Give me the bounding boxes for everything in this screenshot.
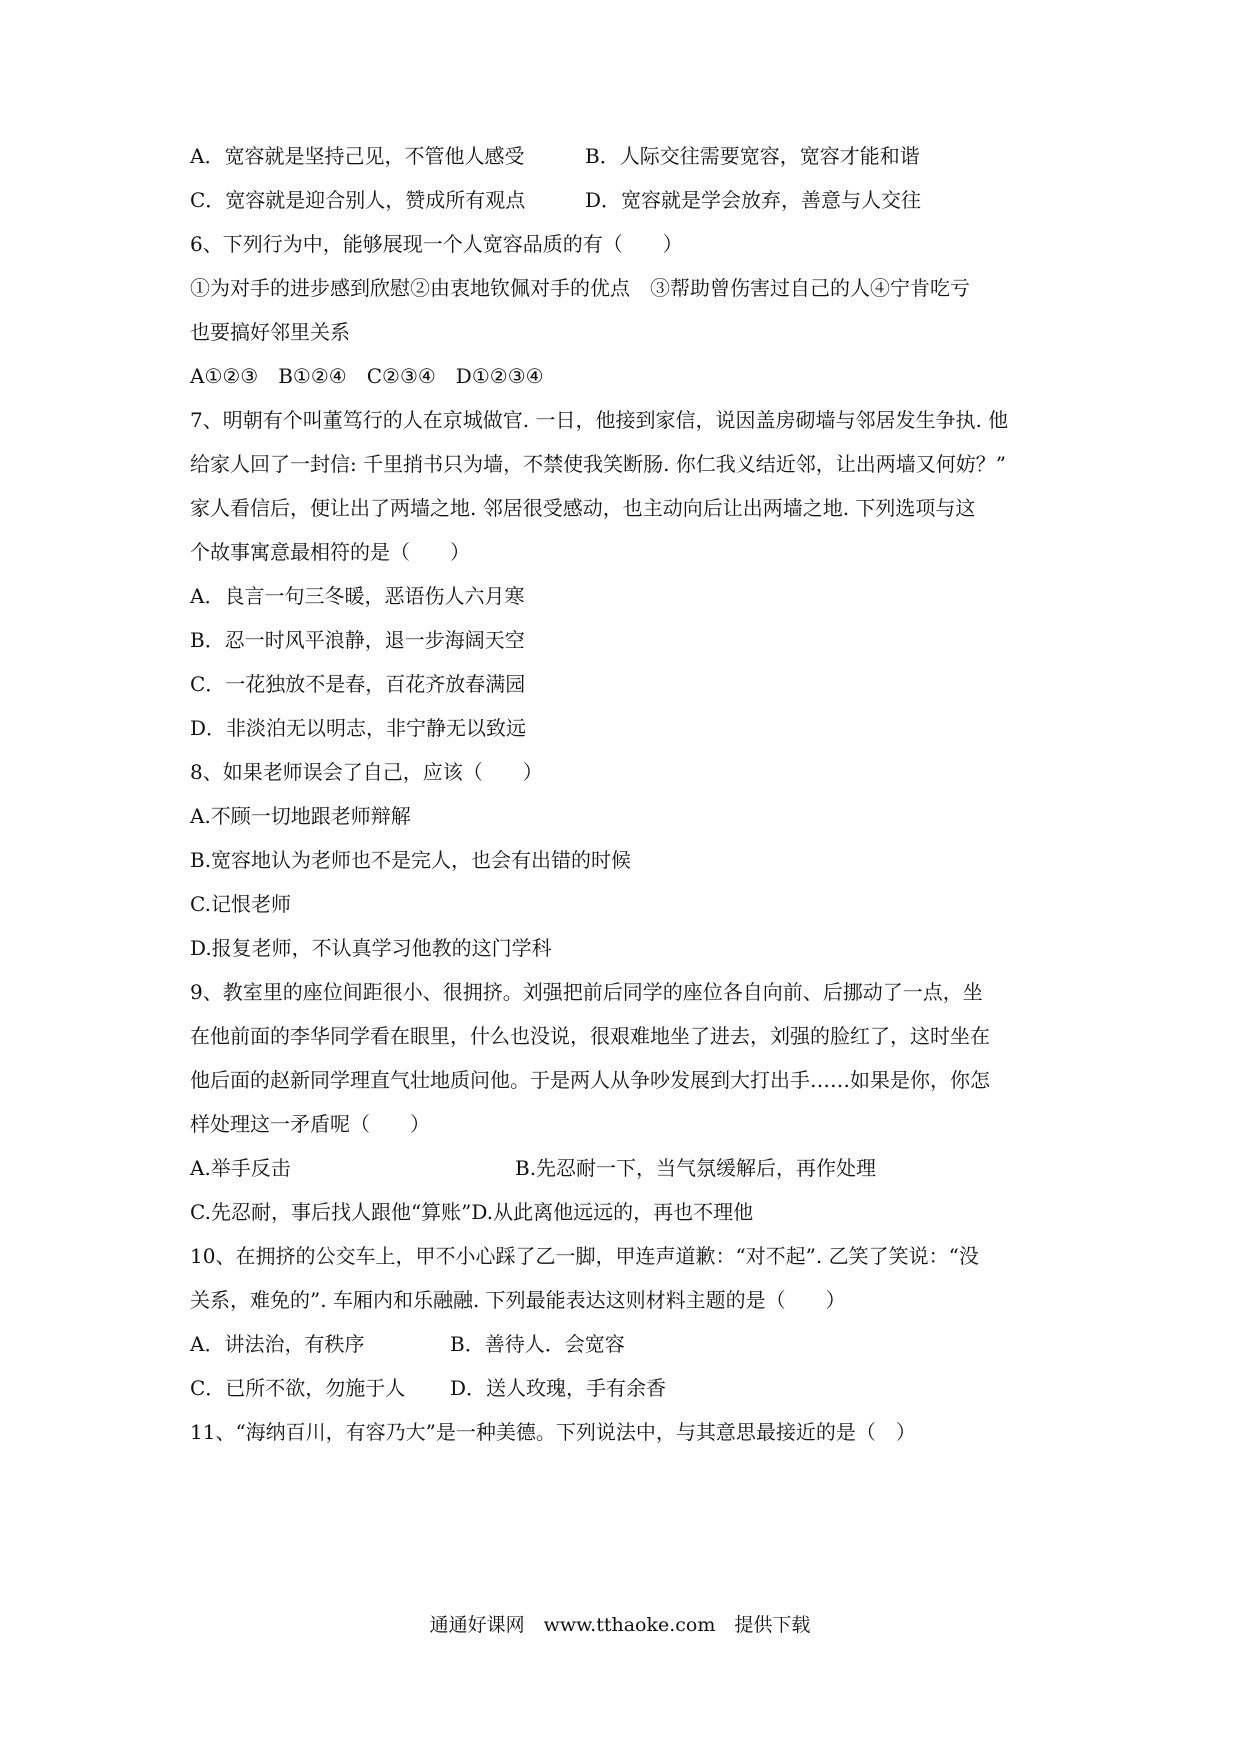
question-7-cont: 个故事寓意最相符的是（ ） (190, 540, 470, 564)
question-6-options: A①②③ B①②④ C②③④ D①②③④ (190, 364, 544, 388)
question-8-option-c: C.记恨老师 (190, 892, 291, 916)
question-6-items-cont: 也要搞好邻里关系 (190, 320, 350, 344)
page-footer: 通通好课网 www.tthaoke.com 提供下载 (429, 1614, 811, 1636)
question-7-option-d: D．非淡泊无以明志，非宁静无以致远 (190, 716, 527, 740)
question-7-cont: 家人看信后，便让出了两墙之地. 邻居很受感动，也主动向后让出两墙之地. 下列选项与这 (190, 496, 976, 520)
option-c: C．宽容就是迎合别人，赞成所有观点 (190, 188, 526, 212)
question-9-cont: 样处理这一矛盾呢（ ） (190, 1112, 430, 1136)
option-b: B．人际交往需要宽容，宽容才能和谐 (585, 144, 920, 168)
option-c: C．已所不欲，勿施于人 (190, 1376, 406, 1400)
question-10: 10、在拥挤的公交车上，甲不小心踩了乙一脚，甲连声道歉：“对不起”. 乙笑了笑说：“没 (190, 1244, 979, 1268)
question-6: 6、下列行为中，能够展现一个人宽容品质的有（ ） (190, 232, 683, 256)
question-8-option-b: B.宽容地认为老师也不是完人，也会有出错的时候 (190, 848, 632, 872)
question-7-option-a: A．良言一句三冬暖，恶语伤人六月寒 (190, 584, 525, 608)
question-9-options-cd: C.先忍耐，事后找人跟他“算账”D.从此离他远远的，再也不理他 (190, 1200, 754, 1224)
question-7-option-c: C．一花独放不是春，百花齐放春满园 (190, 672, 526, 696)
option-b: B.先忍耐一下，当气氛缓解后，再作处理 (515, 1156, 877, 1180)
option-b: B．善待人．会宽容 (450, 1332, 625, 1356)
question-10-cont: 关系，难免的”. 车厢内和乐融融. 下列最能表达这则材料主题的是（ ） (190, 1288, 846, 1312)
question-7-cont: 给家人回了一封信: 千里捎书只为墙，不禁使我笑断肠. 你仁我义结近邻，让出两墙又何妨？” (190, 452, 1007, 476)
question-9-cont: 他后面的赵新同学理直气壮地质问他。于是两人从争吵发展到大打出手……如果是你，你怎 (190, 1068, 990, 1092)
question-7-option-b: B．忍一时风平浪静，退一步海阔天空 (190, 628, 525, 652)
option-d: D．送人玫瑰，手有余香 (450, 1376, 667, 1400)
option-a: A．讲法治，有秩序 (190, 1332, 365, 1356)
question-7: 7、明朝有个叫董笃行的人在京城做官. 一日，他接到家信，说因盖房砌墙与邻居发生争执. 他 (190, 408, 1009, 432)
question-9-cont: 在他前面的李华同学看在眼里，什么也没说，很艰难地坐了进去，刘强的脸红了，这时坐在 (190, 1024, 990, 1048)
question-11: 11、“海纳百川，有容乃大”是一种美德。下列说法中，与其意思最接近的是（ ） (190, 1420, 916, 1444)
option-a: A.举手反击 (190, 1156, 291, 1180)
question-6-items: ①为对手的进步感到欣慰②由衷地钦佩对手的优点 ③帮助曾伤害过自己的人④宁肯吃亏 (190, 276, 970, 300)
question-8-option-a: A.不顾一切地跟老师辩解 (190, 804, 411, 828)
question-8-option-d: D.报复老师，不认真学习他教的这门学科 (190, 936, 552, 960)
option-a: A．宽容就是坚持己见，不管他人感受 (190, 144, 525, 168)
question-9: 9、教室里的座位间距很小、很拥挤。刘强把前后同学的座位各自向前、后挪动了一点，坐 (190, 980, 983, 1004)
option-d: D．宽容就是学会放弃，善意与人交往 (585, 188, 922, 212)
question-8: 8、如果老师误会了自己，应该（ ） (190, 760, 543, 784)
